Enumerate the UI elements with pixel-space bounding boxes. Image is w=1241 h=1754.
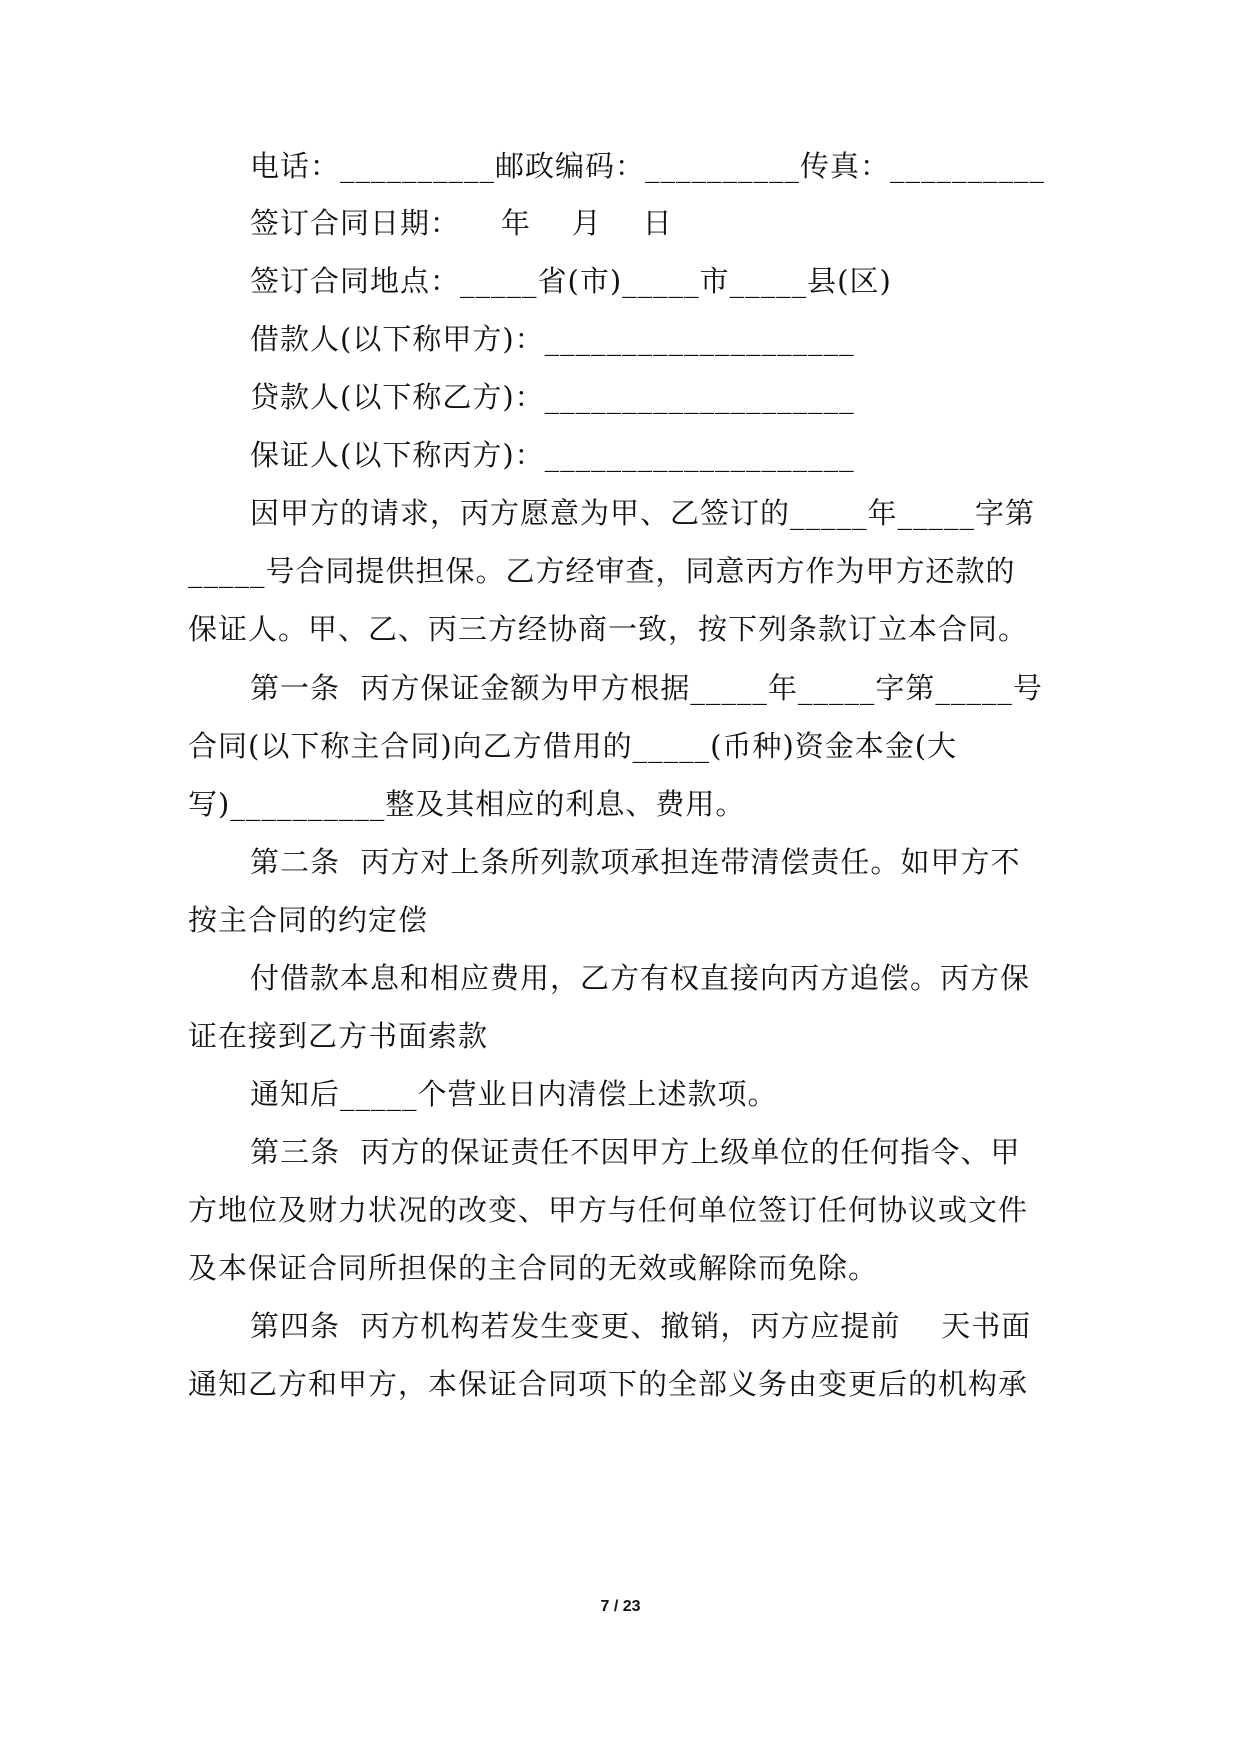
page-number: 7 / 23 [600, 1598, 641, 1615]
article-2-cont-line: 付借款本息和相应费用，乙方有权直接向丙方追偿。丙方保 [250, 961, 1031, 995]
article-1-line: 合同(以下称主合同)向乙方借用的_____(币种)资金本金(大 [188, 729, 958, 763]
article-1-line: 写)__________整及其相应的利息、费用。 [188, 787, 746, 821]
article-2-cont-line: 证在接到乙方书面索款 [188, 1019, 489, 1053]
guarantor-line: 保证人(以下称丙方)：____________________ [250, 438, 855, 472]
borrower-line: 借款人(以下称甲方)：____________________ [250, 322, 855, 356]
article-3-line: 及本保证合同所担保的主合同的无效或解除而免除。 [188, 1251, 879, 1285]
preamble-line: 因甲方的请求，丙方愿意为甲、乙签订的_____年_____字第 [250, 496, 1036, 530]
article-3-line: 方地位及财力状况的改变、甲方与任何单位签订任何协议或文件 [188, 1193, 1029, 1227]
sign-place-line: 签订合同地点：_____省(市)_____市_____县(区) [250, 264, 892, 298]
article-4-line: 通知乙方和甲方，本保证合同项下的全部义务由变更后的机构承 [188, 1367, 1029, 1401]
article-1-line: 第一条 丙方保证金额为甲方根据_____年_____字第_____号 [250, 671, 1043, 705]
sign-date-line: 签订合同日期： 年 月 日 [250, 206, 673, 240]
article-2-line: 第二条 丙方对上条所列款项承担连带清偿责任。如甲方不 [250, 845, 1021, 879]
contact-line: 电话：__________邮政编码：__________传真：__________ [250, 149, 1046, 183]
preamble-line: 保证人。甲、乙、丙三方经协商一致，按下列条款订立本合同。 [188, 612, 1029, 646]
article-2-notice-line: 通知后_____个营业日内清偿上述款项。 [250, 1077, 778, 1111]
article-2-line: 按主合同的约定偿 [188, 903, 429, 937]
article-3-line: 第三条 丙方的保证责任不因甲方上级单位的任何指令、甲 [250, 1135, 1021, 1169]
article-4-line: 第四条 丙方机构若发生变更、撤销，丙方应提前 天书面 [250, 1309, 1032, 1343]
lender-line: 贷款人(以下称乙方)：____________________ [250, 380, 855, 414]
preamble-line: _____号合同提供担保。乙方经审查，同意丙方作为甲方还款的 [188, 554, 1016, 588]
